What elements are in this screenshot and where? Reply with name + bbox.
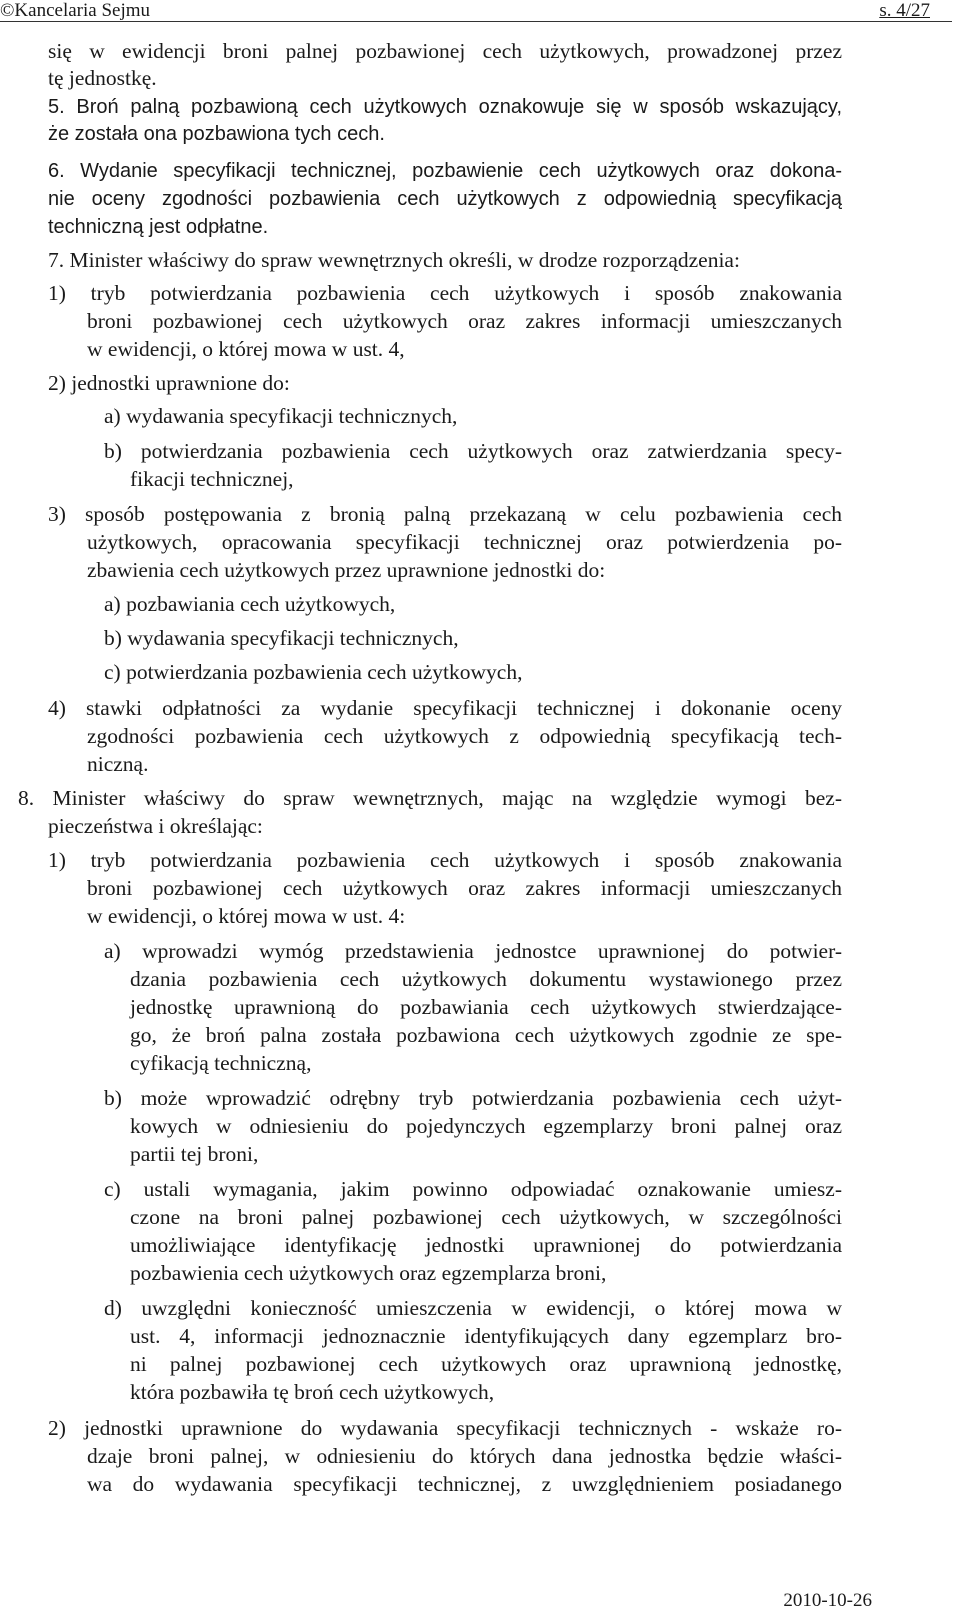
- text-line: broni pozbawionej cech użytkowych oraz zakres informacji umieszczanych: [87, 876, 842, 900]
- text-line: ni palnej pozbawionej cech użytkowych oraz uprawnioną jednostkę,: [130, 1352, 842, 1376]
- text-line: fikacji technicznej,: [130, 467, 294, 491]
- text-line: czone na broni palnej pozbawionej cech użytkowych, w szczególności: [130, 1205, 842, 1229]
- text-line: dzaje broni palnej, w odniesieniu do których dana jednostka będzie właści-: [87, 1444, 842, 1468]
- text-line: 2) jednostki uprawnione do:: [48, 371, 290, 395]
- copyright-label: ©Kancelaria Sejmu: [0, 0, 151, 21]
- text-line: ust. 4, informacji jednoznacznie identyfikujących dany egzemplarz bro-: [130, 1324, 842, 1348]
- document-date: 2010-10-26: [783, 1590, 872, 1611]
- text-line: 1) tryb potwierdzania pozbawienia cech użytkowych i sposób znakowania: [48, 281, 842, 305]
- text-line: nie oceny zgodności pozbawienia cech użytkowych z odpowiednią specyfikacją: [48, 188, 842, 210]
- text-line: umożliwiające identyfikację jednostki uprawnionej do potwierdzania: [130, 1233, 842, 1257]
- text-line: zgodności pozbawienia cech użytkowych z odpowiednią specyfikacją tech-: [87, 724, 842, 748]
- text-line: 7. Minister właściwy do spraw wewnętrznych określi, w drodze rozporządzenia:: [48, 248, 740, 272]
- text-line: partii tej broni,: [130, 1142, 259, 1166]
- text-line: w ewidencji, o której mowa w ust. 4:: [87, 904, 406, 928]
- text-line: 5. Broń palną pozbawioną cech użytkowych oznakowuje się w sposób wskazujący,: [48, 96, 842, 118]
- text-line: 1) tryb potwierdzania pozbawienia cech użytkowych i sposób znakowania: [48, 848, 842, 872]
- text-line: broni pozbawionej cech użytkowych oraz zakres informacji umieszczanych: [87, 309, 842, 333]
- text-line: b) może wprowadzić odrębny tryb potwierdzania pozbawienia cech użyt-: [104, 1086, 842, 1110]
- text-line: a) pozbawiania cech użytkowych,: [104, 592, 396, 616]
- text-line: 4) stawki odpłatności za wydanie specyfikacji technicznej i dokonanie oceny: [48, 696, 842, 720]
- text-line: użytkowych, opracowania specyfikacji technicznej oraz potwierdzenia po-: [87, 530, 842, 554]
- page-number: s. 4/27: [879, 0, 930, 21]
- text-line: c) potwierdzania pozbawienia cech użytkowych,: [104, 660, 523, 684]
- text-line: pieczeństwa i określając:: [48, 814, 263, 838]
- text-line: 2) jednostki uprawnione do wydawania specyfikacji technicznych - wskaże ro-: [48, 1416, 842, 1440]
- text-line: cyfikacją techniczną,: [130, 1051, 312, 1075]
- text-line: się w ewidencji broni palnej pozbawionej cech użytkowych, prowadzonej przez: [48, 39, 842, 63]
- text-line: dzania pozbawienia cech użytkowych dokumentu wystawionego przez: [130, 967, 842, 991]
- text-line: a) wydawania specyfikacji technicznych,: [104, 404, 458, 428]
- text-line: kowych w odniesieniu do pojedynczych egzemplarzy broni palnej oraz: [130, 1114, 842, 1138]
- text-line: jednostkę uprawnioną do pozbawiania cech użytkowych stwierdzające-: [130, 995, 842, 1019]
- header-divider: [0, 21, 952, 22]
- text-line: go, że broń palna została pozbawiona cech użytkowych zgodnie ze spe-: [130, 1023, 842, 1047]
- text-line: tę jednostkę.: [48, 66, 157, 90]
- text-line: która pozbawiła tę broń cech użytkowych,: [130, 1380, 495, 1404]
- text-line: zbawienia cech użytkowych przez uprawnione jednostki do:: [87, 558, 606, 582]
- text-line: niczną.: [87, 752, 149, 776]
- text-line: 8. Minister właściwy do spraw wewnętrznych, mając na względzie wymogi bez-: [18, 786, 842, 810]
- text-line: pozbawienia cech użytkowych oraz egzemplarza broni,: [130, 1261, 607, 1285]
- text-line: techniczną jest odpłatne.: [48, 216, 269, 238]
- text-line: 3) sposób postępowania z bronią palną przekazaną w celu pozbawienia cech: [48, 502, 842, 526]
- text-line: że została ona pozbawiona tych cech.: [48, 123, 385, 145]
- text-line: d) uwzględni konieczność umieszczenia w ewidencji, o której mowa w: [104, 1296, 842, 1320]
- text-line: c) ustali wymagania, jakim powinno odpowiadać oznakowanie umiesz-: [104, 1177, 842, 1201]
- text-line: 6. Wydanie specyfikacji technicznej, pozbawienie cech użytkowych oraz dokona-: [48, 160, 842, 182]
- text-line: w ewidencji, o której mowa w ust. 4,: [87, 337, 405, 361]
- text-line: b) wydawania specyfikacji technicznych,: [104, 626, 459, 650]
- text-line: a) wprowadzi wymóg przedstawienia jednostce uprawnionej do potwier-: [104, 939, 842, 963]
- text-line: wa do wydawania specyfikacji technicznej, z uwzględnieniem posiadanego: [87, 1472, 842, 1496]
- text-line: b) potwierdzania pozbawienia cech użytkowych oraz zatwierdzania specy-: [104, 439, 842, 463]
